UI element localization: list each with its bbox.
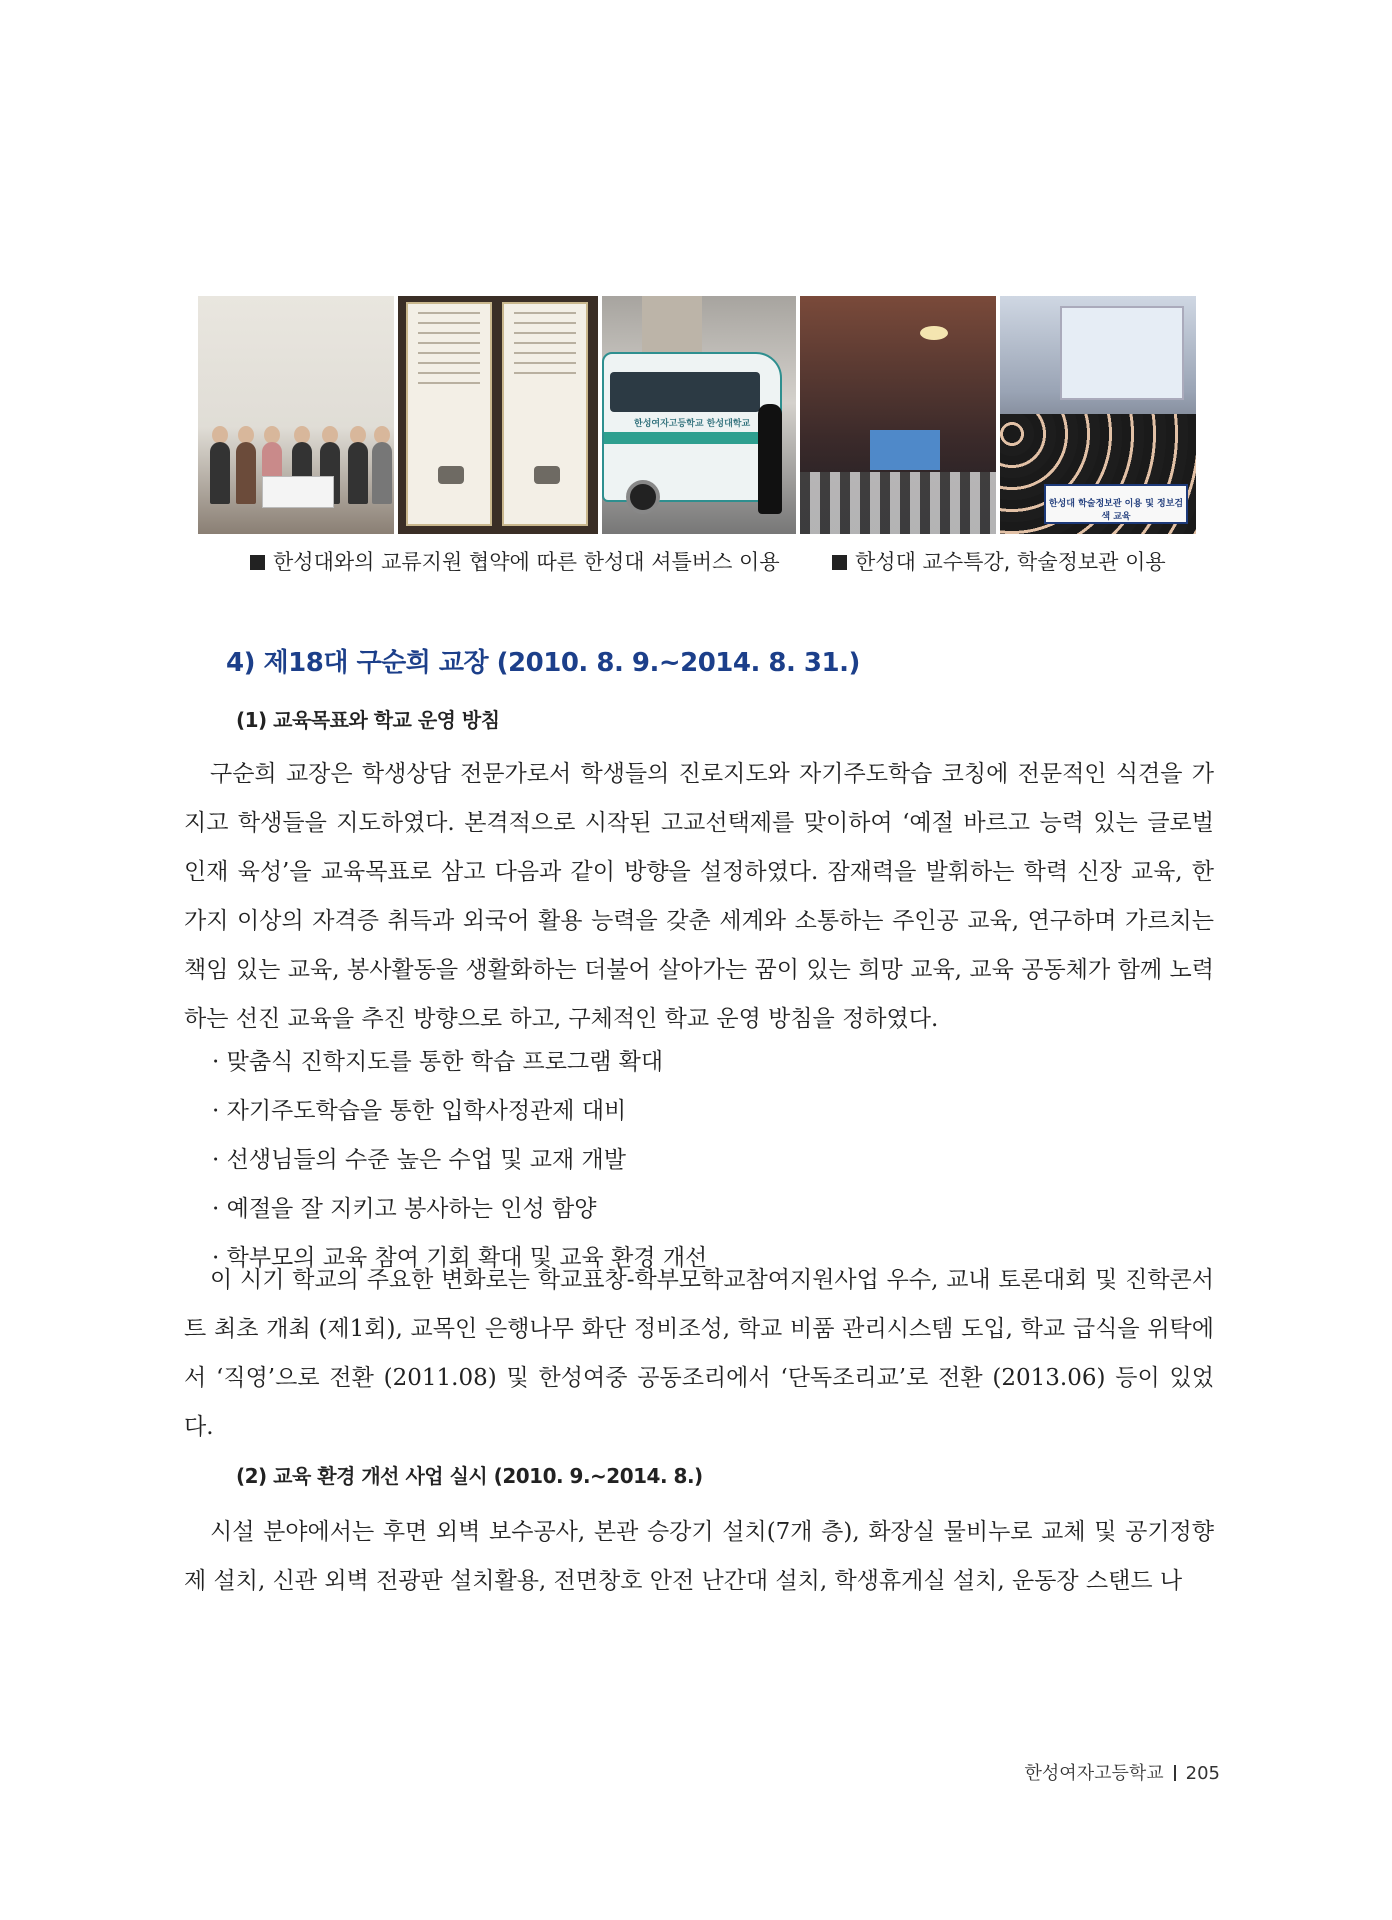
photo-library-group xyxy=(1000,296,1196,534)
list-item: · 자기주도학습을 통한 입학사정관제 대비 xyxy=(212,1098,627,1124)
caption-left-text: 한성대와의 교류지원 협약에 따른 한성대 셔틀버스 이용 xyxy=(273,550,780,574)
page-footer xyxy=(1025,1759,1220,1785)
footer-school-name: 한성여자고등학교 xyxy=(1024,1763,1164,1784)
paragraph-education-goals xyxy=(184,750,1214,1044)
bus-logo-text: 한성여자고등학교 한성대학교 xyxy=(634,419,751,429)
list-item: · 예절을 잘 지키고 봉사하는 인성 함양 xyxy=(212,1196,597,1222)
paragraph-major-changes xyxy=(184,1256,1214,1452)
square-bullet-icon xyxy=(832,555,847,570)
square-bullet-icon xyxy=(250,555,265,570)
photo-shuttle-bus xyxy=(602,296,796,534)
paragraph-facilities xyxy=(184,1508,1214,1606)
photo-agreement-group xyxy=(198,296,394,534)
caption-right-text: 한성대 교수특강, 학술정보관 이용 xyxy=(855,550,1166,574)
subsection-title-education-goals: (1) 교육목표와 학교 운영 방침 xyxy=(236,708,500,732)
paragraph-text: 구순희 교장은 학생상담 전문가로서 학생들의 진로지도와 자기주도학습 코칭에 전문적인 식견을 가지고 학생들을 지도하였다. 본격적으로 시작된 고교선택제를 맞이하여 ‘예절 바르고 능력 있는 글로벌 인재 육성’을 교육목표로 삼고 다음과 같이 방향을 설정하였다. 잠재력을 발휘하는 학력 신장 교육, 한 가지 이상의 자격증 취득과 외국어 활용 능력을 갖춘 세계와 소통하는 주인공 교육, 연구하며 가르치는 책임 있는 교육, 봉사활동을 생활화하는 더불어 살아가는 꿈이 있는 희망 교육, 교육 공동체가 함께 노력하는 선진 교육을 추진 방향으로 하고, 구체적인 학교 운영 방침을 정하였다. xyxy=(184,761,1214,1032)
page-number: 205 xyxy=(1185,1763,1220,1784)
policy-list xyxy=(212,1038,707,1283)
banner-text: 한성대 학술정보관 이용 및 정보검색 교육 xyxy=(1048,499,1184,522)
section-title: 4) 제18대 구순희 교장 (2010. 8. 9.~2014. 8. 31.) xyxy=(226,648,860,678)
list-item: · 맞춤식 진학지도를 통한 학습 프로그램 확대 xyxy=(212,1049,664,1075)
paragraph-text: 이 시기 학교의 주요한 변화로는 학교표창-학부모학교참여지원사업 우수, 교내 토론대회 및 진학콘서트 최초 개최 (제1회), 교목인 은행나무 화단 정비조성, 학교 비품 관리시스템 도입, 학교 급식을 위탁에서 ‘직영’으로 전환 (2011.08) 및 한성여중 공동조리에서 ‘단독조리교’로 전환 (2013.06) 등이 있었다. xyxy=(184,1267,1214,1440)
caption-lecture-library xyxy=(832,546,1166,576)
footer-divider xyxy=(1174,1765,1176,1781)
list-item: · 선생님들의 수준 높은 수업 및 교재 개발 xyxy=(212,1147,626,1173)
caption-shuttle-bus xyxy=(250,546,780,576)
photo-agreement-documents xyxy=(398,296,598,534)
list-item: · 학부모의 교육 참여 기회 확대 및 교육 환경 개선 xyxy=(212,1245,708,1271)
paragraph-text: 시설 분야에서는 후면 외벽 보수공사, 본관 승강기 설치(7개 층), 화장실 물비누로 교체 및 공기정향제 설치, 신관 외벽 전광판 설치활용, 전면창호 안전 난간대 설치, 학생휴게실 설치, 운동장 스탠드 나 xyxy=(184,1519,1214,1594)
subsection-title-environment: (2) 교육 환경 개선 사업 실시 (2010. 9.~2014. 8.) xyxy=(236,1464,703,1488)
photo-lecture-hall xyxy=(800,296,996,534)
photo-strip xyxy=(198,296,1198,534)
